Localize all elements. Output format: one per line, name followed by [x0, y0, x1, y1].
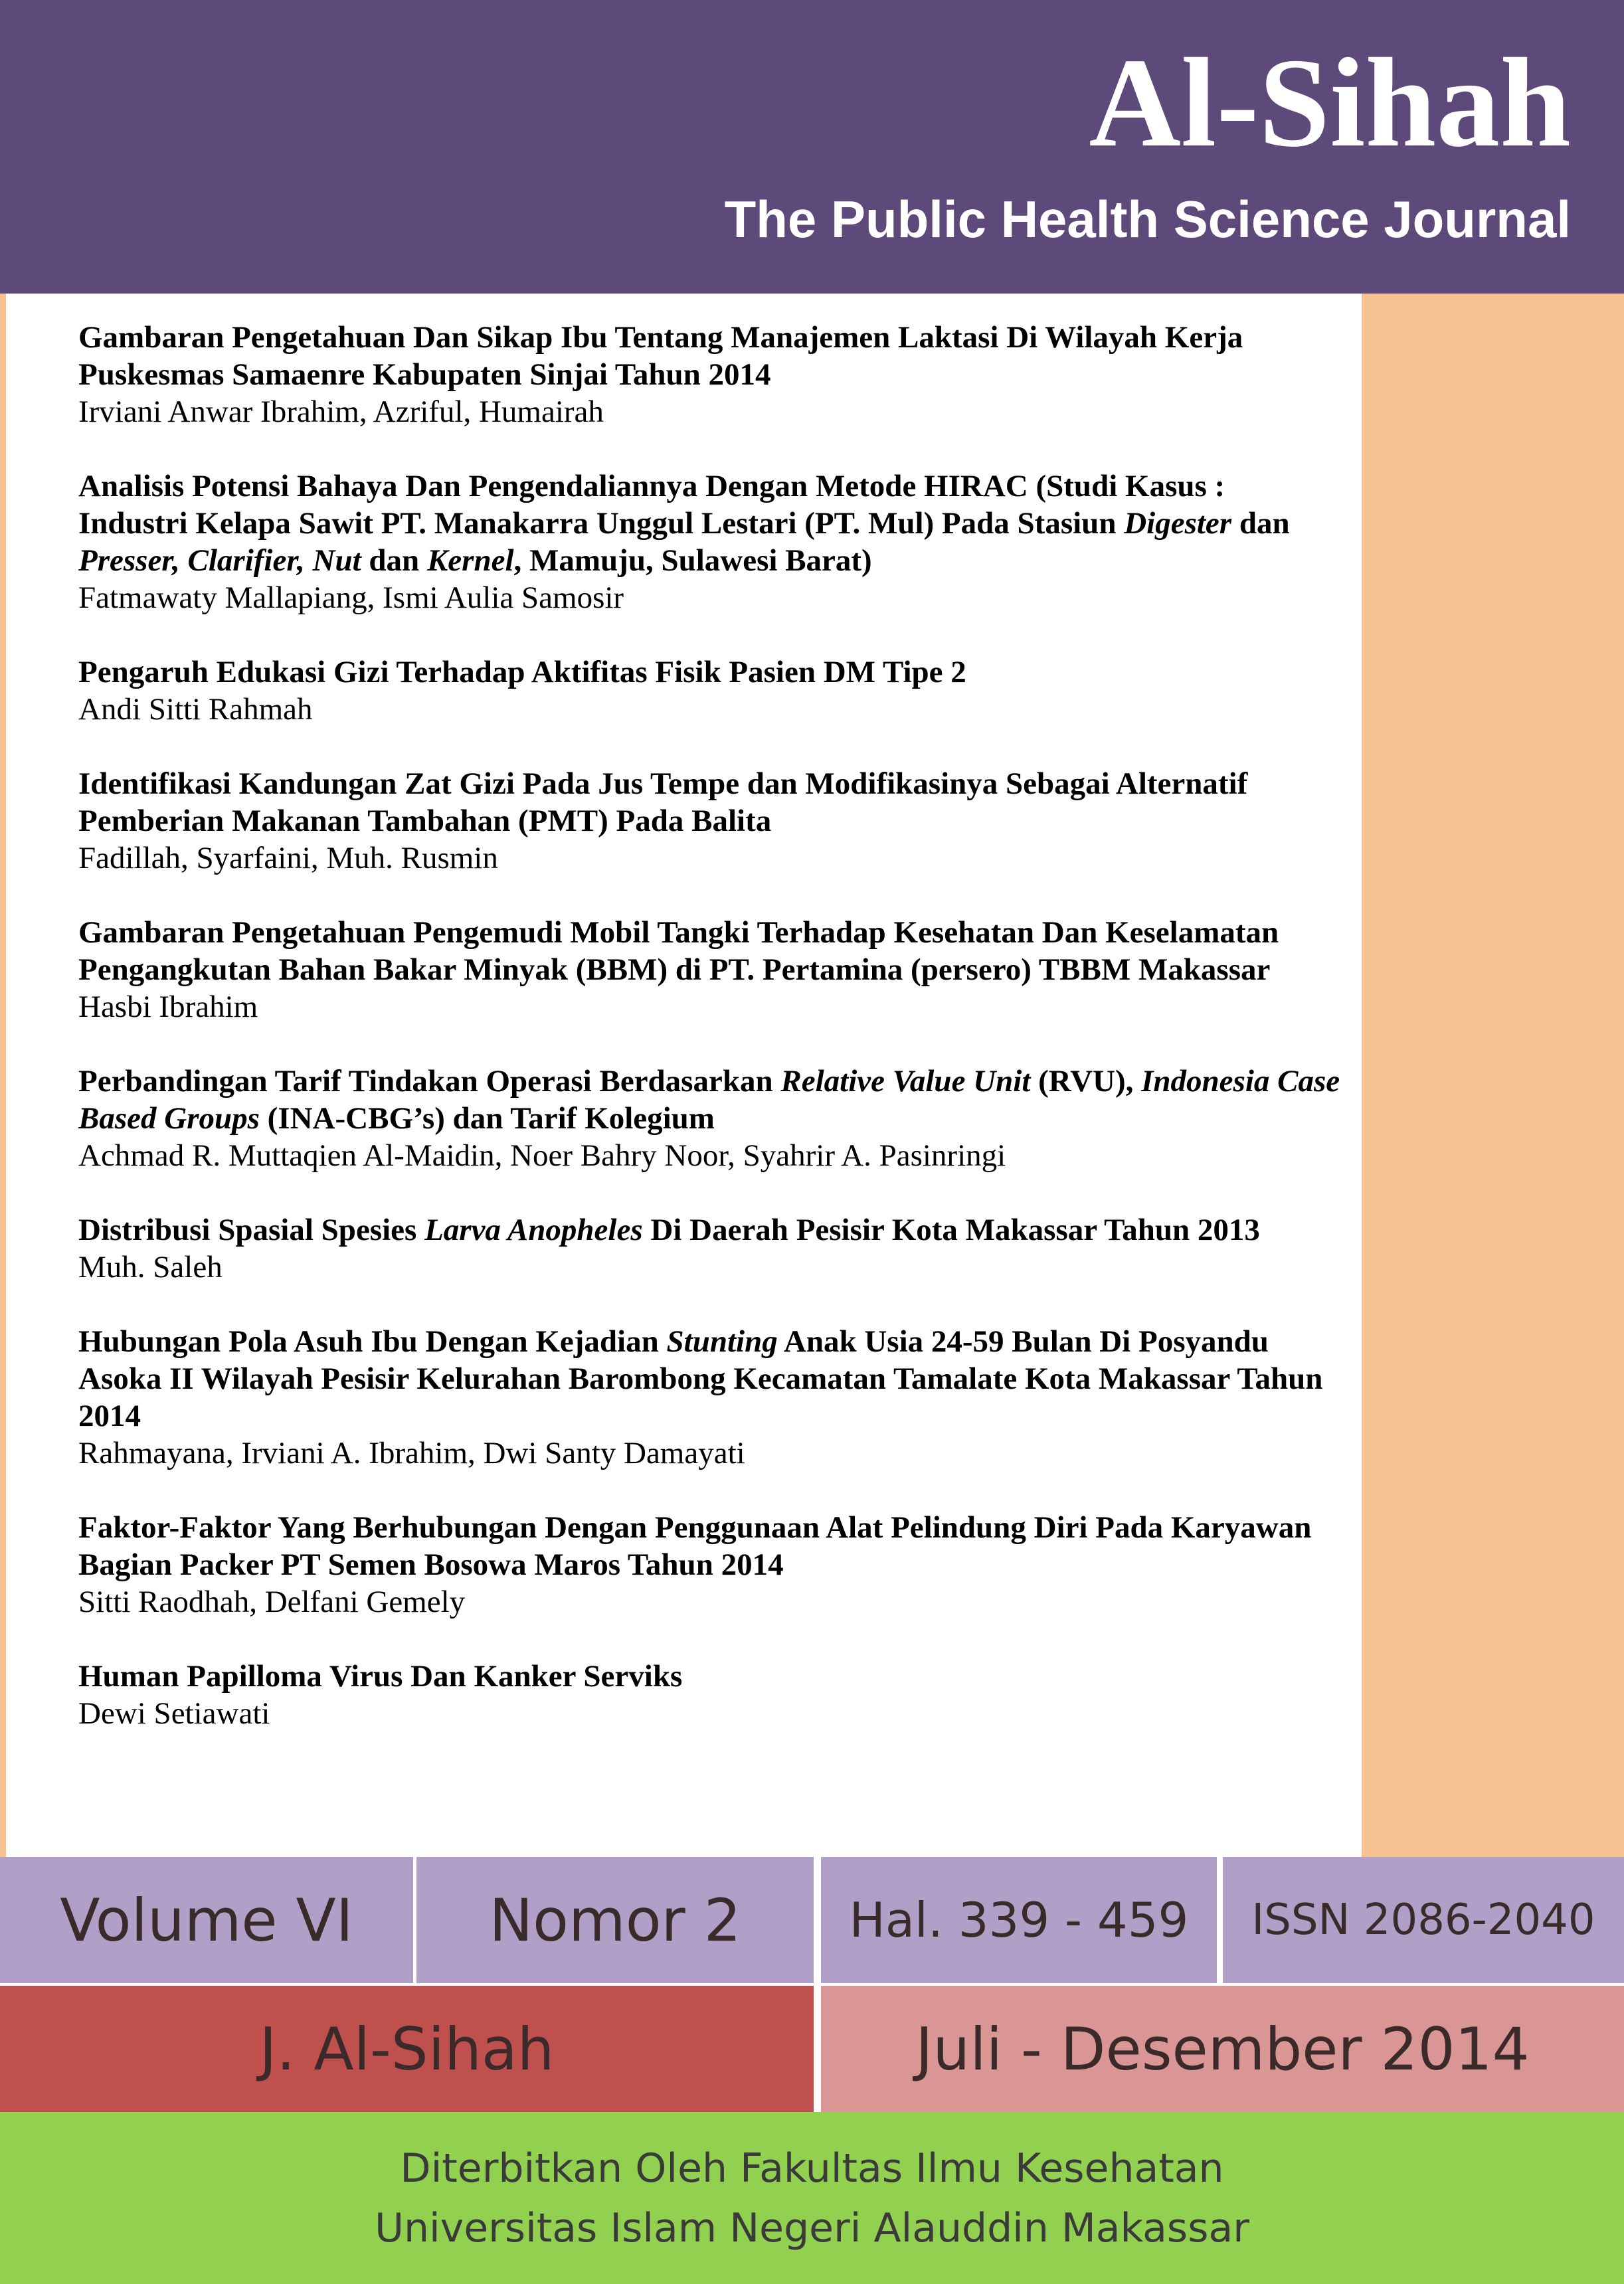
article-entry — [78, 1211, 1340, 1286]
article-entry — [78, 319, 1340, 430]
article-authors: Irviani Anwar Ibrahim, Azriful, Humairah — [78, 395, 604, 429]
article-entry — [78, 914, 1340, 1025]
article-title-italic-part: Indonesia Case Based Groups — [78, 1064, 1340, 1136]
volume-cell — [0, 1857, 413, 1983]
article-title-part: Di Daerah Pesisir Kota Makassar Tahun 2013 — [642, 1213, 1260, 1247]
article-authors: Rahmayana, Irviani A. Ibrahim, Dwi Santy Damayati — [78, 1436, 745, 1470]
article-title-part: Faktor-Faktor Yang Berhubungan Dengan Penggunaan Alat Pelindung Diri Pada Karyawan Bagian Packer PT Semen Bosowa Maros Tahun 2014 — [78, 1510, 1312, 1582]
article-title — [78, 468, 1340, 579]
article-title — [78, 319, 1340, 393]
article-title — [78, 765, 1340, 839]
article-title-italic-part: Stunting — [666, 1324, 778, 1359]
publisher-footer — [0, 2112, 1624, 2284]
article-title-part: Anak Usia 24-59 Bulan Di Posyandu Asoka II Wilayah Pesisir Kelurahan Barombong Kecamatan Tamalate Kota Makassar Tahun 2014 — [78, 1324, 1323, 1433]
article-entry — [78, 1658, 1340, 1732]
article-title — [78, 1063, 1340, 1137]
publisher-line-2: Universitas Islam Negeri Alauddin Makassar — [375, 2204, 1249, 2251]
issn-cell — [1223, 1857, 1624, 1983]
article-title-part: (INA-CBG’s) dan Tarif Kolegium — [259, 1101, 715, 1136]
article-title — [78, 1323, 1340, 1435]
pages-cell — [821, 1857, 1217, 1983]
table-of-contents — [78, 319, 1340, 1769]
issue-period-cell — [821, 1986, 1624, 2112]
volume-label: Volume VI — [60, 1886, 353, 1955]
issn-label: ISSN 2086-2040 — [1251, 1895, 1595, 1945]
article-title-part: Human Papilloma Virus Dan Kanker Serviks — [78, 1659, 683, 1694]
nomor-label: Nomor 2 — [489, 1886, 741, 1955]
article-authors: Fadillah, Syarfaini, Muh. Rusmin — [78, 841, 498, 875]
article-title-part: Perbandingan Tarif Tindakan Operasi Berdasarkan — [78, 1064, 781, 1098]
article-entry — [78, 654, 1340, 728]
article-title-part: Analisis Potensi Bahaya Dan Pengendaliannya Dengan Metode HIRAC (Studi Kasus : Industri Kelapa Sawit PT. Manakarra Unggul Lestari (PT. Mul) Pada Stasiun — [78, 469, 1225, 541]
left-accent-rule — [0, 294, 6, 1857]
article-title — [78, 1509, 1340, 1583]
article-title — [78, 654, 1340, 691]
article-authors: Dewi Setiawati — [78, 1696, 270, 1731]
article-title — [78, 1211, 1340, 1249]
article-title-part: , Mamuju, Sulawesi Barat) — [513, 543, 872, 578]
article-authors: Sitti Raodhah, Delfani Gemely — [78, 1585, 466, 1619]
article-title-italic-part: Relative Value Unit — [780, 1064, 1031, 1098]
nomor-cell — [416, 1857, 814, 1983]
article-title-italic-part: Presser, Clarifier, Nut — [78, 543, 361, 578]
article-title — [78, 914, 1340, 988]
article-authors: Muh. Saleh — [78, 1250, 223, 1284]
article-entry — [78, 1509, 1340, 1621]
article-title-italic-part: Kernel — [426, 543, 514, 578]
article-authors: Fatmawaty Mallapiang, Ismi Aulia Samosir — [78, 580, 624, 615]
article-title-part: dan — [361, 543, 427, 578]
article-title-part: Gambaran Pengetahuan Pengemudi Mobil Tangki Terhadap Kesehatan Dan Keselamatan Pengangkutan Bahan Bakar Minyak (BBM) di PT. Pertamina (persero) TBBM Makassar — [78, 915, 1279, 987]
article-entry — [78, 468, 1340, 616]
article-title-part: Identifikasi Kandungan Zat Gizi Pada Jus Tempe dan Modifikasinya Sebagai Alternatif Pemberian Makanan Tambahan (PMT) Pada Balita — [78, 766, 1248, 838]
article-title-italic-part: Larva Anopheles — [424, 1213, 643, 1247]
article-title-part: Gambaran Pengetahuan Dan Sikap Ibu Tentang Manajemen Laktasi Di Wilayah Kerja Puskesmas Samaenre Kabupaten Sinjai Tahun 2014 — [78, 320, 1243, 392]
journal-abbrev-cell — [0, 1986, 814, 2112]
article-authors: Hasbi Ibrahim — [78, 990, 258, 1024]
article-title-part: Hubungan Pola Asuh Ibu Dengan Kejadian — [78, 1324, 667, 1359]
article-title-part: (RVU), — [1030, 1064, 1142, 1098]
article-authors: Andi Sitti Rahmah — [78, 692, 313, 727]
article-entry — [78, 765, 1340, 877]
issue-period: Juli - Desember 2014 — [915, 2014, 1530, 2083]
article-authors: Achmad R. Muttaqien Al-Maidin, Noer Bahry Noor, Syahrir A. Pasinringi — [78, 1138, 1006, 1173]
journal-abbrev: J. Al-Sihah — [259, 2014, 555, 2083]
article-title-part: dan — [1231, 506, 1290, 541]
journal-subtitle: The Public Health Science Journal — [724, 190, 1571, 248]
right-accent-band — [1362, 294, 1624, 1857]
article-title-italic-part: Digester — [1124, 506, 1232, 541]
article-title — [78, 1658, 1340, 1695]
journal-title: Al-Sihah — [1089, 32, 1571, 173]
article-entry — [78, 1063, 1340, 1174]
pages-label: Hal. 339 - 459 — [849, 1892, 1189, 1948]
cover-header — [0, 0, 1624, 294]
article-title-part: Distribusi Spasial Spesies — [78, 1213, 425, 1247]
article-entry — [78, 1323, 1340, 1472]
publisher-line-1: Diterbitkan Oleh Fakultas Ilmu Kesehatan — [400, 2145, 1224, 2192]
article-title-part: Pengaruh Edukasi Gizi Terhadap Aktifitas Fisik Pasien DM Tipe 2 — [78, 655, 966, 689]
